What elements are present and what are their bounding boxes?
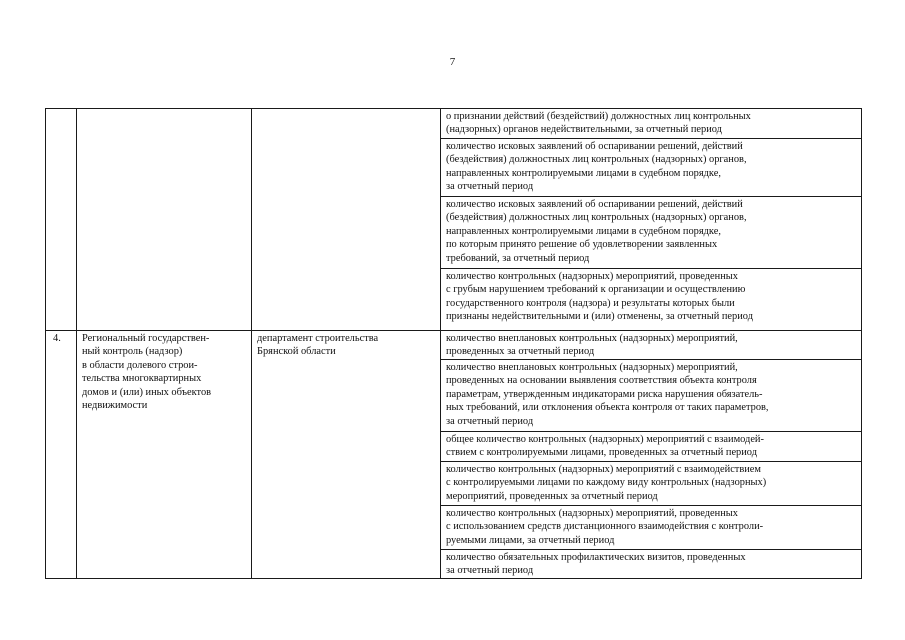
- indicator-text: количество контрольных (надзорных) мероприятий, проведенных с грубым нарушением требований к организации и осуществлению государственного контроля (надзора) и результаты которых были признаны недействительными и (или) отменены, за отчетный период: [446, 271, 753, 323]
- control-type-cell: [77, 331, 252, 579]
- indicators-table: [45, 108, 862, 579]
- number-cell-empty: [46, 109, 77, 331]
- row-number: 4.: [53, 333, 61, 344]
- page-number: 7: [449, 56, 456, 68]
- indicator-cell: [441, 432, 862, 462]
- indicator-text: количество исковых заявлений об оспаривании решений, действий (бездействия) должностных лиц контрольных (надзорных) органов, направленных контролируемыми лицами в судебном порядке, за отчетный период: [446, 141, 747, 193]
- table-row: [46, 331, 862, 360]
- control-type-text: Региональный государствен- ный контроль (надзор) в области долевого строи- тельства многоквартирных домов и (или) иных объектов недвижимости: [82, 333, 212, 412]
- indicator-cell: [441, 331, 862, 360]
- authority-text: департамент строительства Брянской области: [257, 333, 379, 358]
- indicator-cell: [441, 506, 862, 550]
- indicator-text: количество контрольных (надзорных) мероприятий, проведенных с использованием средств дистанционного взаимодействия с контроли- руемыми лицами, за отчетный период: [446, 508, 764, 546]
- indicator-text: количество внеплановых контрольных (надзорных) мероприятий, проведенных на основании выявления соответствия объекта контроля параметрам, утвержденным индикаторами риска нарушения обязатель- ных требований, или отклонения объекта контроля от таких параметров, за отчетный период: [446, 362, 769, 427]
- indicator-cell: [441, 360, 862, 432]
- indicator-cell: [441, 462, 862, 506]
- row-number-cell: [46, 331, 77, 579]
- indicator-text: количество внеплановых контрольных (надзорных) мероприятий, проведенных за отчетный период: [446, 333, 738, 358]
- indicator-cell: [441, 109, 862, 139]
- indicator-cell: [441, 550, 862, 579]
- authority-cell-empty: [252, 109, 441, 331]
- table-row: [46, 109, 862, 139]
- indicator-text: общее количество контрольных (надзорных) мероприятий с взаимодей- ствием с контролируемыми лицами, проведенных за отчетный период: [446, 434, 764, 459]
- indicator-text: количество исковых заявлений об оспаривании решений, действий (бездействия) должностных лиц контрольных (надзорных) органов, направленных контролируемыми лицами в судебном порядке, по которым принято решение об удовлетворении заявленных требований, за отчетный период: [446, 199, 747, 264]
- control-type-cell-empty: [77, 109, 252, 331]
- indicator-text: о признании действий (бездействий) должностных лиц контрольных (надзорных) органов недействительными, за отчетный период: [446, 111, 751, 136]
- indicator-cell: [441, 139, 862, 197]
- indicator-cell: [441, 197, 862, 269]
- authority-cell: [252, 331, 441, 579]
- indicator-text: количество обязательных профилактических визитов, проведенных за отчетный период: [446, 552, 746, 577]
- indicator-text: количество контрольных (надзорных) мероприятий с взаимодействием с контролируемыми лицами по каждому виду контрольных (надзорных) мероприятий, проведенных за отчетный период: [446, 464, 767, 502]
- indicator-cell: [441, 269, 862, 331]
